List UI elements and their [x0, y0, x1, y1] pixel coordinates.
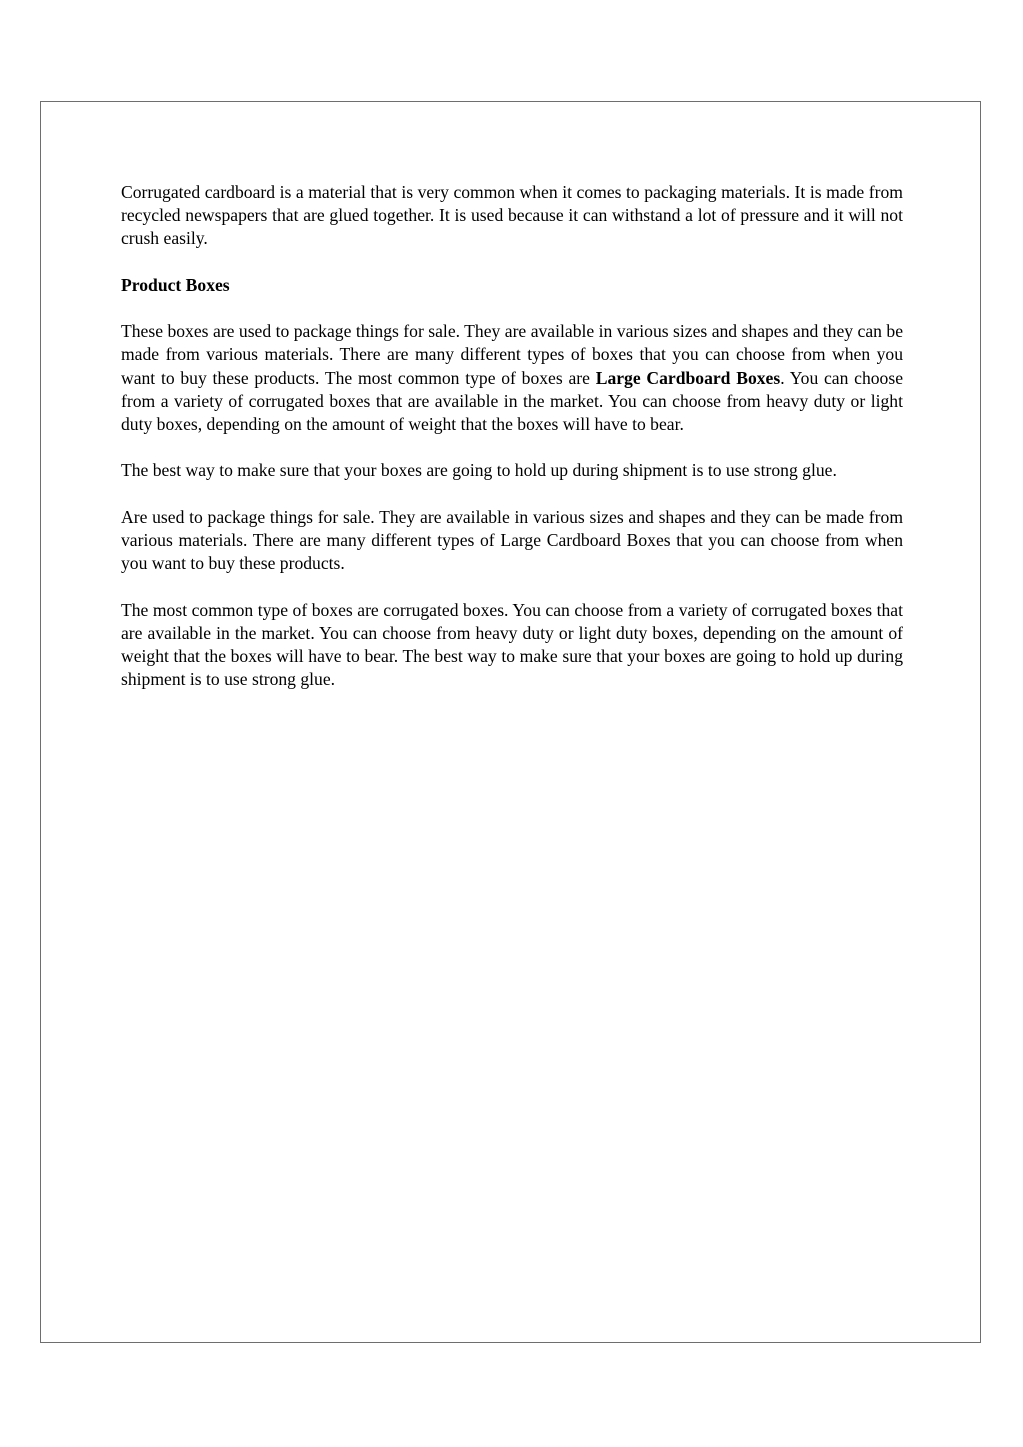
paragraph-intro: Corrugated cardboard is a material that is very common when it comes to packaging materials. It is made from recycled newspapers that are glued together. It is used because it can withstand a lot of pressure and it will not crush easily. — [121, 182, 903, 249]
paragraph-package-things: Are used to package things for sale. They are available in various sizes and shapes and they can be made from various materials. There are many different types of Large Cardboard Boxes that you can choose from when you want to buy these products. — [121, 506, 903, 574]
section-heading-product-boxes: Product Boxes — [121, 274, 230, 295]
paragraph-product-boxes — [121, 320, 903, 436]
paragraph-product-boxes-text-start: These boxes are used to package things for sale. They are available in various sizes and shapes and they can be made from various materials. There are many different types of boxes that you can choose from when you want to buy these products. The most common type of boxes are — [121, 321, 903, 388]
paragraph-product-boxes-text-end: . You can choose from a variety of corrugated boxes that are available in the market. You can choose from heavy duty or light duty boxes, depending on the amount of weight that the boxes will have to bear. — [121, 367, 904, 434]
paragraph-corrugated-boxes: The most common type of boxes are corrugated boxes. You can choose from a variety of corrugated boxes that are available in the market. You can choose from heavy duty or light duty boxes, depending on the amount of weight that the boxes will have to bear. The best way to make sure that your boxes are going to hold up during shipment is to use strong glue. — [121, 599, 903, 690]
paragraph-strong-glue: The best way to make sure that your boxes are going to hold up during shipment is to use strong glue. — [121, 460, 837, 481]
bold-keyword-large-cardboard-boxes: Large Cardboard Boxes — [595, 367, 781, 388]
document-body — [121, 181, 903, 715]
